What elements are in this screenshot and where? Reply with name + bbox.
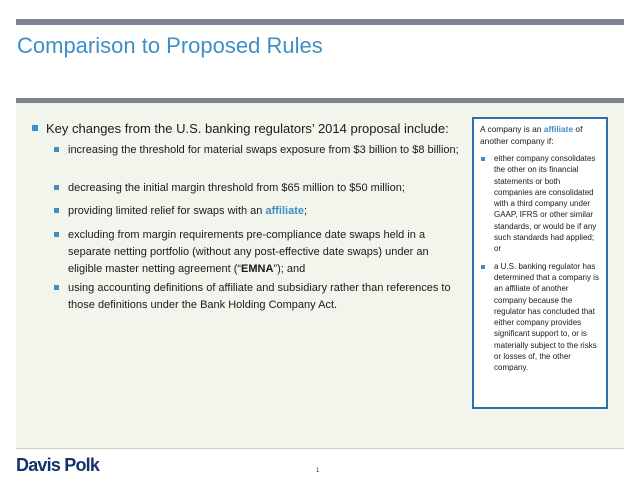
list-item [53, 227, 463, 278]
bullet-text: using accounting definitions of affiliate and subsidiary rather than references to those definitions under the Bank Holding Company Act. [68, 282, 451, 311]
square-bullet-icon [54, 232, 59, 237]
bullet-text-part: providing limited relief for swaps with an [68, 205, 266, 217]
square-bullet-icon [32, 125, 38, 131]
footer-rule [16, 448, 624, 449]
sidebar-list-item [480, 153, 600, 255]
sidebar-item-text: a U.S. banking regulator has determined that a company is an affiliate of another company because the regulator has concluded that either company provides significant support to, or is materially subject to the risks or losses of, the other company. [494, 261, 599, 373]
square-bullet-icon [481, 157, 485, 161]
sidebar-list-item [480, 261, 600, 374]
main-heading: Key changes from the U.S. banking regulators’ 2014 proposal include: [46, 121, 449, 136]
page-number: 1 [316, 468, 320, 474]
content-panel [16, 103, 624, 448]
bullet-text-part: ”); and [273, 263, 306, 275]
list-item [53, 280, 463, 314]
affiliate-definition-box [472, 117, 608, 409]
bullet-text-part: ; [304, 205, 308, 217]
bullet-text: decreasing the initial margin threshold from $65 million to $50 million; [68, 182, 405, 194]
bullet-text: increasing the threshold for material swaps exposure from $3 billion to $8 billion; [68, 144, 459, 156]
list-item [53, 203, 463, 220]
affiliate-link[interactable]: affiliate [265, 205, 304, 217]
square-bullet-icon [481, 265, 485, 269]
list-item [53, 142, 463, 159]
square-bullet-icon [54, 185, 59, 190]
sidebar-intro-part: of another company if: [480, 124, 583, 146]
page-title: Comparison to Proposed Rules [17, 33, 323, 58]
sidebar-intro-part: A company is an [480, 124, 544, 134]
square-bullet-icon [54, 147, 59, 152]
sidebar-item-text: either company consolidates the other on its financial statements or both companies are consolidated with a third company under GAAP, IFRS or other similar standards, or would be if any such standards had applied; or [494, 154, 597, 254]
bullet-text [68, 227, 463, 278]
bullet-text-part: excluding from margin requirements pre-compliance date swaps held in a separate netting portfolio (without any post-effective date swaps) under an eligible master netting agreement (“ [68, 229, 429, 275]
square-bullet-icon [54, 285, 59, 290]
emna-term: EMNA [241, 263, 274, 275]
square-bullet-icon [54, 208, 59, 213]
affiliate-term: affiliate [543, 124, 574, 134]
bullet-text [68, 203, 463, 220]
list-item [53, 180, 463, 197]
top-rule [16, 19, 624, 25]
davis-polk-logo: Davis Polk [16, 455, 100, 475]
sidebar-intro [480, 123, 600, 147]
